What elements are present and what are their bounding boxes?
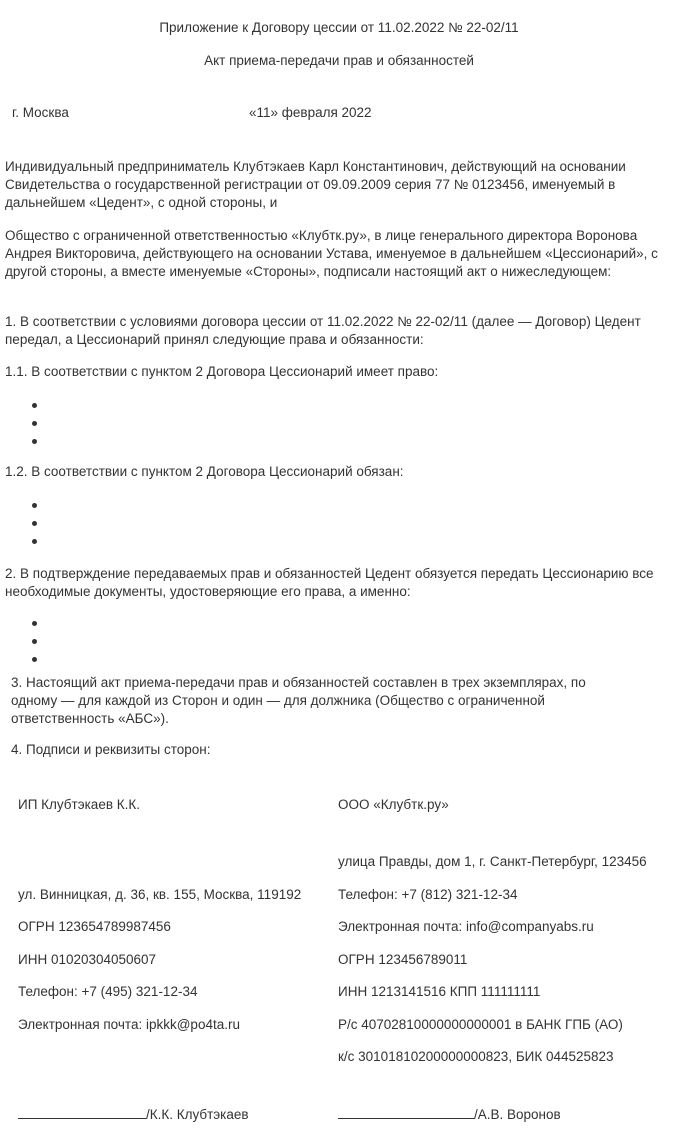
- left-party-phone: Телефон: +7 (495) 321-12-34: [18, 984, 198, 999]
- party1-paragraph: Индивидуальный предприниматель Клубтэкаев Карл Константинович, действующий на основании Свидетельства о государственной регистрации от 09.09.2009 серия 77 № 0123456, именуемый в дальнейшем «Цедент», с одной стороны, и: [5, 159, 626, 210]
- clause-1-1: 1.1. В соответствии с пунктом 2 Договора Цессионарий имеет право:: [5, 364, 439, 379]
- left-signature: [18, 1106, 249, 1124]
- document-title: Акт приема-передачи прав и обязанностей: [204, 53, 474, 68]
- clause-2: 2. В подтверждение передаваемых прав и обязанностей Цедент обязуется передать Цессионарию все необходимые документы, удостоверяющие его права, а именно:: [5, 566, 654, 599]
- right-party-ogrn: ОГРН 123456789011: [338, 952, 468, 967]
- left-party-email: Электронная почта: ipkkk@po4ta.ru: [18, 1017, 240, 1032]
- obligations-list: [0, 496, 35, 550]
- document-date: «11» февраля 2022: [249, 105, 372, 120]
- documents-list: [0, 614, 35, 668]
- city: г. Москва: [12, 105, 69, 120]
- left-party-name: ИП Клубтэкаев К.К.: [18, 797, 140, 812]
- clause-1-2: 1.2. В соответствии с пунктом 2 Договора Цессионарий обязан:: [5, 464, 404, 479]
- signature-line: [18, 1106, 146, 1119]
- right-party-name: ООО «Клубтк.ру»: [338, 797, 449, 812]
- left-party-inn: ИНН 01020304050607: [18, 952, 157, 967]
- right-party-phone: Телефон: +7 (812) 321-12-34: [338, 887, 518, 902]
- left-signature-name: /К.К. Клубтэкаев: [146, 1107, 249, 1122]
- right-party-account: Р/с 40702810000000000001 в БАНК ГПБ (АО): [338, 1017, 623, 1032]
- clause-3: 3. Настоящий акт приема-передачи прав и обязанностей составлен в трех экземплярах, по одному — для каждой из Сторон и один — для должника (Общество с ограниченной ответственность «АБС»).: [11, 675, 586, 726]
- right-party-email: Электронная почта: info@companyabs.ru: [338, 919, 594, 934]
- party2-paragraph: Общество с ограниченной ответственностью «Клубтк.ру», в лице генерального директора Воронова Андрея Викторовича, действующего на основании Устава, именуемое в дальнейшем «Цессионарий», с другой стороны, а вместе именуемые «Стороны», подписали настоящий акт о нижеследующем:: [5, 228, 658, 279]
- rights-list: [0, 396, 35, 450]
- right-signature-name: /А.В. Воронов: [474, 1107, 561, 1122]
- left-party-address: ул. Винницкая, д. 36, кв. 155, Москва, 119192: [18, 887, 302, 902]
- right-party-corr-account: к/с 30101810200000000823, БИК 044525823: [338, 1049, 614, 1064]
- clause-1: 1. В соответствии с условиями договора цессии от 11.02.2022 № 22-02/11 (далее — Договор) Цедент передал, а Цессионарий принял следующие права и обязанности:: [5, 314, 641, 347]
- right-party-address: улица Правды, дом 1, г. Санкт-Петербург, 123456: [338, 854, 647, 869]
- clause-4: 4. Подписи и реквизиты сторон:: [11, 742, 211, 757]
- left-party-ogrn: ОГРН 123654789987456: [18, 919, 171, 934]
- signature-line: [338, 1106, 474, 1119]
- right-signature: [338, 1106, 561, 1124]
- appendix-reference: Приложение к Договору цессии от 11.02.2022 № 22-02/11: [159, 20, 519, 35]
- right-party-inn: ИНН 1213141516 КПП 111111111: [338, 984, 541, 999]
